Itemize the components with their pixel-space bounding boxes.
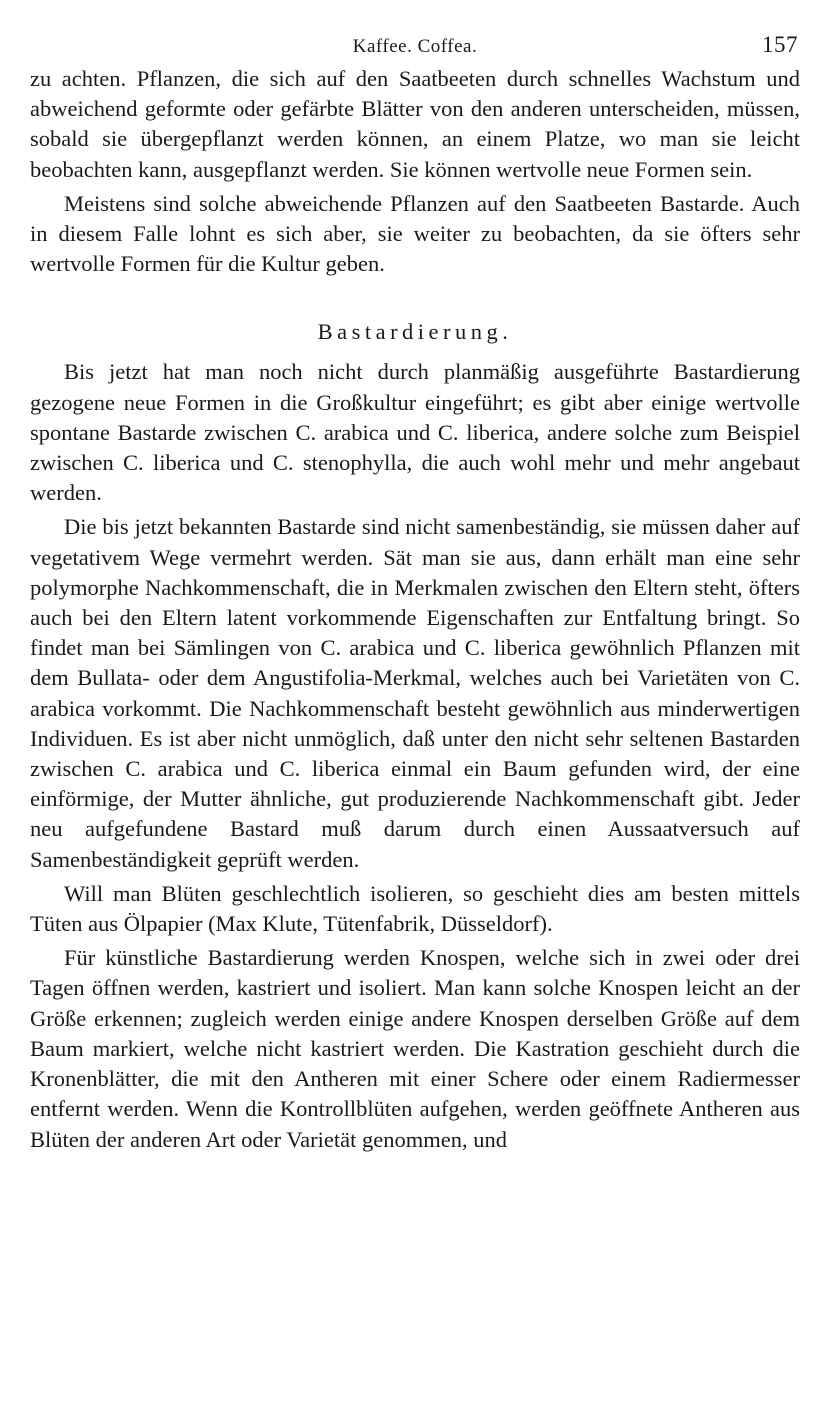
paragraph: Will man Blüten geschlechtlich isolieren, so geschieht dies am besten mittels Tüten aus Ölpapier (Max Klute, Tütenfabrik, Düsseldorf). xyxy=(30,880,800,937)
running-header xyxy=(30,30,800,64)
paragraph: zu achten. Pflanzen, die sich auf den Saatbeeten durch schnelles Wachstum und abweichend geformte oder gefärbte Blätter von den anderen unterscheiden, müssen, sobald sie übergepflanzt werden können, an einem Platze, wo man sie leicht beobachten kann, ausgepflanzt werden. Sie können wertvolle neue Formen sein. xyxy=(30,66,800,182)
body-text xyxy=(30,64,800,1155)
page-number: 157 xyxy=(762,32,798,57)
running-title: Kaffee. Coffea. xyxy=(352,36,478,57)
section-heading: Bastardierung. xyxy=(317,319,513,345)
paragraph: Bis jetzt hat man noch nicht durch planmäßig ausgeführte Bastardierung gezogene neue Formen in die Großkultur eingeführt; es gibt aber einige wertvolle spontane Bastarde zwischen C. arabica und C. liberica, andere solche zum Beispiel zwischen C. liberica und C. stenophylla, die auch wohl mehr und mehr angebaut werden. xyxy=(30,359,800,506)
paragraph: Die bis jetzt bekannten Bastarde sind nicht samenbeständig, sie müssen daher auf vegetativem Wege vermehrt werden. Sät man sie aus, dann erhält man eine sehr polymorphe Nachkommenschaft, die in Merkmalen zwischen den Eltern steht, öfters auch bei den Eltern latent vorkommende Eigenschaften zur Entfaltung bringt. So findet man bei Sämlingen von C. arabica und C. liberica gewöhnlich Pflanzen mit dem Bullata- oder dem Angustifolia-Merkmal, welches auch bei Varietäten von C. arabica vorkommt. Die Nachkommenschaft besteht gewöhnlich aus minderwertigen Individuen. Es ist aber nicht unmöglich, daß unter den nicht sehr seltenen Bastarden zwischen C. arabica und C. liberica einmal ein Baum gefunden wird, der eine einförmige, der Mutter ähnliche, gut produzierende Nachkommenschaft gibt. Jeder neu aufgefundene Bastard muß darum durch einen Aussaatversuch auf Samenbeständigkeit geprüft werden. xyxy=(30,514,800,872)
paragraph: Für künstliche Bastardierung werden Knospen, welche sich in zwei oder drei Tagen öffnen werden, kastriert und isoliert. Man kann solche Knospen leicht an der Größe erkennen; zugleich werden einige andere Knospen derselben Größe auf dem Baum markiert, welche nicht kastriert werden. Die Kastration geschieht durch die Kronenblätter, die mit den Antheren mit einer Schere oder einem Radiermesser entfernt werden. Wenn die Kontrollblüten aufgehen, werden geöffnete Antheren aus Blüten der anderen Art oder Varietät genommen, und xyxy=(30,945,800,1152)
paragraph: Meistens sind solche abweichende Pflanzen auf den Saatbeeten Bastarde. Auch in diesem Falle lohnt es sich aber, sie weiter zu beobachten, da sie öfters sehr wertvolle Formen für die Kultur geben. xyxy=(30,190,800,277)
